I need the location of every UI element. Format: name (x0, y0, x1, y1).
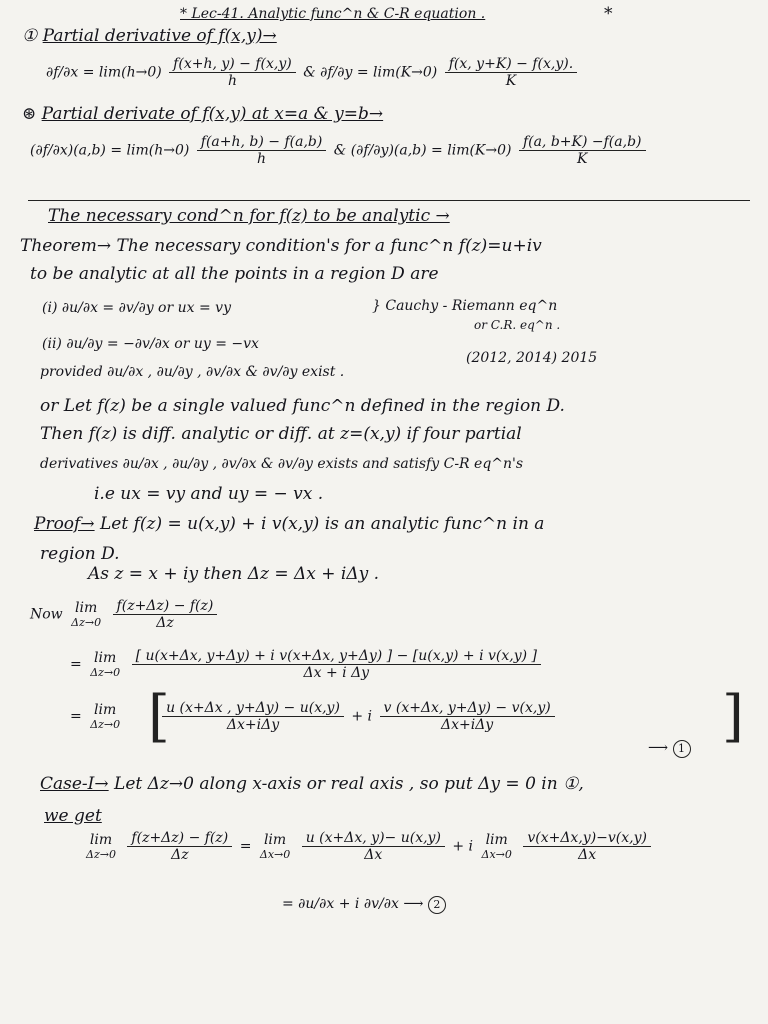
num2: f(x, y+K) − f(x,y). (445, 56, 577, 73)
bullet-2: ⊛ (22, 104, 37, 124)
section2-heading (22, 104, 383, 124)
den-d2: Δx (578, 847, 597, 863)
limit (71, 600, 101, 629)
title-text: * Lec-41. Analytic func^n & C-R equation . (180, 6, 486, 22)
fraction-a (113, 598, 218, 631)
den-b: Δx + i Δy (303, 665, 370, 681)
limit (260, 832, 290, 861)
num-b: [ u(x+Δx, y+Δy) + i v(x+Δx, y+Δy) ] − [u(x,y) + i v(x,y) ] (132, 648, 541, 665)
provided-line: provided ∂u/∂x , ∂u/∂y , ∂v/∂x & ∂v/∂y exist . (40, 364, 345, 380)
heading-text: The necessary cond^n for f(z) to be analytic → (48, 206, 450, 226)
den3: h (257, 151, 267, 167)
proof-text: Let f(z) = u(x,y) + i v(x,y) is an analytic func^n in a (99, 514, 545, 534)
we-get-text: we get (44, 806, 102, 826)
proof-line-2: region D. (40, 544, 120, 564)
lim-sub: Δz→0 (90, 666, 121, 679)
num-a: f(z+Δz) − f(z) (113, 598, 218, 615)
lecture-title (180, 6, 485, 22)
plus-i: + i (351, 708, 373, 725)
expansion-c: = lim Δz→0 $\frac{u (x+\Delta x , y+\Delta y) - u(x,y)}{\text{Δx+iΔy}}$ + i $\frac{v (x+\Delta x, y+\Delta y) - v(x,y)}{\text{Δx+iΔy}}$ (70, 700, 558, 733)
lim-word: lim (263, 832, 287, 848)
fraction-d2 (523, 830, 651, 863)
den-d1: Δx (364, 847, 383, 863)
expansion-b: = lim Δz→0 $\frac{\text{[ u(x+Δx, y+Δy) + i v(x+Δx, y+Δy) ] − [u(x,y) + i v(x,y) ]}}{\text{Δx + i Δy}}$ (70, 648, 544, 681)
lim-word: lim (74, 600, 98, 616)
ref-circle-2: 2 (428, 896, 446, 914)
fraction-c2 (380, 700, 555, 733)
plus-i: + i (452, 838, 474, 855)
fraction-1 (169, 56, 296, 89)
exam-years: (2012, 2014) 2015 (466, 350, 598, 366)
mid2: & (∂f/∂y)(a,b) = lim(K→0) (333, 142, 512, 159)
ie-line: i.e ux = vy and uy = − vx . (94, 484, 324, 504)
or-let-line: or Let f(z) be a single valued func^n defined in the region D. (40, 396, 565, 416)
cr-condition-2: (ii) ∂u/∂y = −∂v/∂x or uy = −vx (42, 336, 259, 352)
theorem-line-1: Theorem→ The necessary condition's for a func^n f(z)=u+iv (20, 236, 542, 256)
equation-ref-1 (648, 740, 691, 758)
case-label: Case-I→ (40, 774, 109, 794)
fraction-c1 (162, 700, 344, 733)
proof-line-1 (34, 514, 544, 534)
now-word: Now (30, 606, 63, 623)
num-c2: v (x+Δx, y+Δy) − v(x,y) (380, 700, 555, 717)
title-star: * (604, 4, 613, 24)
limit (482, 832, 512, 861)
case-1-result (282, 896, 446, 914)
ref-circle-1: 1 (673, 740, 691, 758)
limit (90, 650, 120, 679)
fraction-d1 (302, 830, 445, 863)
case-1-limit: lim Δz→0 $\frac{f(z+\Delta z) - f(z)}{\Delta z}$ = lim Δx→0 $\frac{u (x+\Delta x, y)- u(x,y)}{\Delta x}$ + i lim Δx→0 $\frac{v(x+\Delta x,y)-v(x,y)}{\Delta x}$ (82, 830, 654, 863)
lim-word: lim (94, 702, 117, 718)
num4: f(a, b+K) −f(a,b) (519, 134, 646, 151)
lim-word: lim (94, 650, 117, 666)
den-c2: Δx+iΔy (440, 717, 494, 733)
den4: K (576, 151, 588, 167)
section1-heading (22, 26, 277, 46)
fraction-b (132, 648, 541, 681)
lim-word: lim (89, 832, 113, 848)
lhs2: (∂f/∂x)(a,b) = lim(h→0) (30, 142, 190, 159)
left-bracket: [ (148, 684, 170, 749)
case-text: Let Δz→0 along x-axis or real axis , so put Δy = 0 in ①, (114, 774, 584, 794)
num1: f(x+h, y) − f(x,y) (169, 56, 296, 73)
limit (90, 702, 120, 731)
fraction-4 (519, 134, 646, 167)
heading-text: Partial derivative of f(x,y)→ (42, 26, 277, 46)
fraction-2 (445, 56, 577, 89)
fraction-d0 (127, 830, 232, 863)
derivatives-line: derivatives ∂u/∂x , ∂u/∂y , ∂v/∂x & ∂v/∂y exists and satisfy C-R eq^n's (40, 456, 524, 472)
bullet-1: ① (22, 26, 38, 46)
lim-sub: Δz→0 (71, 616, 102, 629)
num-d0: f(z+Δz) − f(z) (127, 830, 232, 847)
arrow-icon: ⟶ (648, 740, 669, 756)
lhs1: ∂f/∂x = lim(h→0) (46, 64, 162, 81)
mid1: & ∂f/∂y = lim(K→0) (303, 64, 438, 81)
lim-sub: Δz→0 (90, 718, 121, 731)
theorem-line-2: to be analytic at all the points in a region D are (30, 264, 439, 284)
num-d1: u (x+Δx, y)− u(x,y) (302, 830, 445, 847)
cr-condition-1: (i) ∂u/∂x = ∂v/∂y or ux = vy (42, 300, 231, 316)
lim-sub: Δx→0 (259, 848, 291, 861)
partial-derivative-at-point (30, 134, 649, 167)
lim-sub: Δz→0 (86, 848, 116, 861)
lim-sub: Δx→0 (481, 848, 512, 861)
analytic-condition-heading (48, 206, 450, 226)
right-bracket: ] (722, 684, 744, 749)
lim-word: lim (485, 832, 508, 848)
den-a: Δz (156, 615, 174, 631)
result-text: = ∂u/∂x + i ∂v/∂x (282, 896, 399, 912)
section-divider (28, 200, 750, 201)
proof-line-3: As z = x + iy then Δz = Δx + iΔy . (88, 564, 380, 584)
arrow-icon: ⟶ (403, 896, 424, 912)
den2: K (505, 73, 517, 89)
den-c1: Δx+iΔy (226, 717, 280, 733)
den-d0: Δz (171, 847, 189, 863)
proof-label: Proof→ (34, 514, 95, 534)
heading-text: Partial derivate of f(x,y) at x=a & y=b→ (41, 104, 384, 124)
num-d2: v(x+Δx,y)−v(x,y) (523, 830, 651, 847)
limit (86, 832, 116, 861)
now-limit (30, 598, 220, 631)
num3: f(a+h, b) − f(a,b) (197, 134, 327, 151)
den1: h (227, 73, 237, 89)
partial-derivative-formula (46, 56, 580, 89)
then-line: Then f(z) is diff. analytic or diff. at z=(x,y) if four partial (40, 424, 522, 444)
we-get (44, 806, 102, 826)
case-1-line (40, 774, 584, 794)
cr-brace-label-2: or C.R. eq^n . (474, 318, 561, 332)
num-c1: u (x+Δx , y+Δy) − u(x,y) (162, 700, 344, 717)
cr-brace-label: } Cauchy - Riemann eq^n (372, 298, 558, 314)
fraction-3 (197, 134, 327, 167)
